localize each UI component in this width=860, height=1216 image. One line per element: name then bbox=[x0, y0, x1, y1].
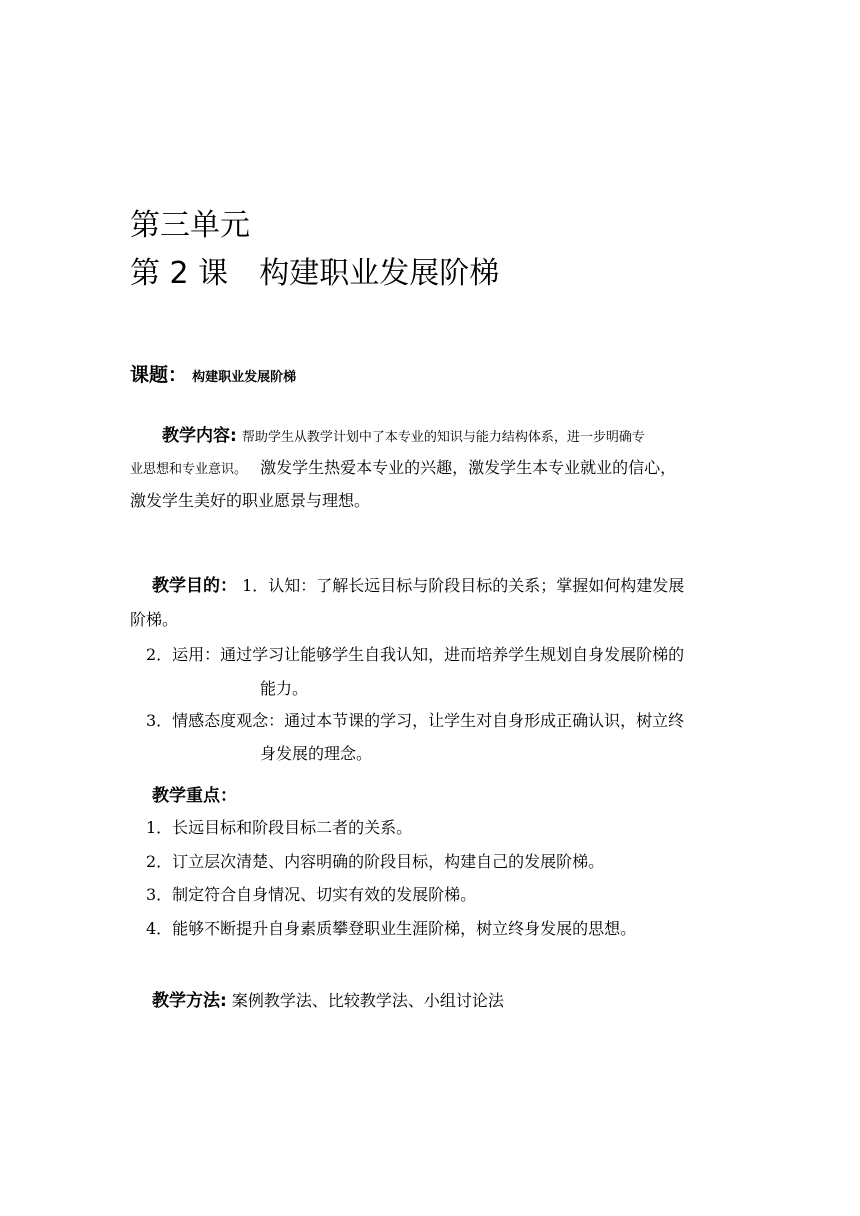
lesson-number: 第 2 课 bbox=[130, 256, 229, 291]
methods-label: 教学方法: bbox=[152, 991, 227, 1011]
key-point-item: 2．订立层次清楚、内容明确的阶段目标，构建自己的发展阶梯。 bbox=[146, 852, 605, 871]
key-point-item: 1．长远目标和阶段目标二者的关系。 bbox=[146, 818, 413, 837]
objectives-label: 教学目的： bbox=[152, 576, 237, 596]
content-label: 教学内容: bbox=[162, 426, 237, 446]
objectives-line-1 bbox=[152, 571, 684, 596]
objective-3-text: 3．情感态度观念：通过本节课的学习，让学生对自身形成正确认识，树立终 bbox=[146, 711, 685, 730]
objective-3-cont: 身发展的理念。 bbox=[260, 744, 373, 763]
methods-row bbox=[152, 986, 504, 1011]
topic-label: 课题： bbox=[130, 364, 188, 386]
content-text-2b: 激发学生热爱本专业的兴趣，激发学生本专业就业的信心， bbox=[260, 458, 677, 477]
lesson-title: 构建职业发展阶梯 bbox=[259, 256, 500, 291]
content-line-1 bbox=[162, 421, 645, 447]
content-line-2 bbox=[130, 458, 676, 479]
objective-2-text: 2．运用：通过学习让能够学生自我认知，进而培养学生规划自身发展阶梯的 bbox=[146, 645, 685, 664]
content-text-1: 帮助学生从教学计划中了本专业的知识与能力结构体系，进一步明确专 bbox=[241, 430, 645, 445]
topic-value: 构建职业发展阶梯 bbox=[192, 370, 297, 385]
objective-1-cont: 阶梯。 bbox=[130, 610, 179, 629]
content-text-2a: 业思想和专业意识。 bbox=[130, 462, 248, 477]
key-points-label: 教学重点： bbox=[152, 786, 237, 806]
topic-row bbox=[130, 360, 296, 387]
key-point-item: 3．制定符合自身情况、切实有效的发展阶梯。 bbox=[146, 885, 477, 904]
unit-heading: 第三单元 bbox=[130, 208, 250, 243]
key-point-item: 4．能够不断提升自身素质攀登职业生涯阶梯，树立终身发展的思想。 bbox=[146, 919, 637, 938]
content-line-3: 激发学生美好的职业愿景与理想。 bbox=[130, 491, 371, 510]
lesson-heading bbox=[130, 257, 499, 291]
methods-value: 案例教学法、比较教学法、小组讨论法 bbox=[231, 991, 504, 1010]
objective-1-text: 1．认知：了解长远目标与阶段目标的关系；掌握如何构建发展 bbox=[242, 576, 685, 595]
objective-2-cont: 能力。 bbox=[260, 679, 309, 698]
